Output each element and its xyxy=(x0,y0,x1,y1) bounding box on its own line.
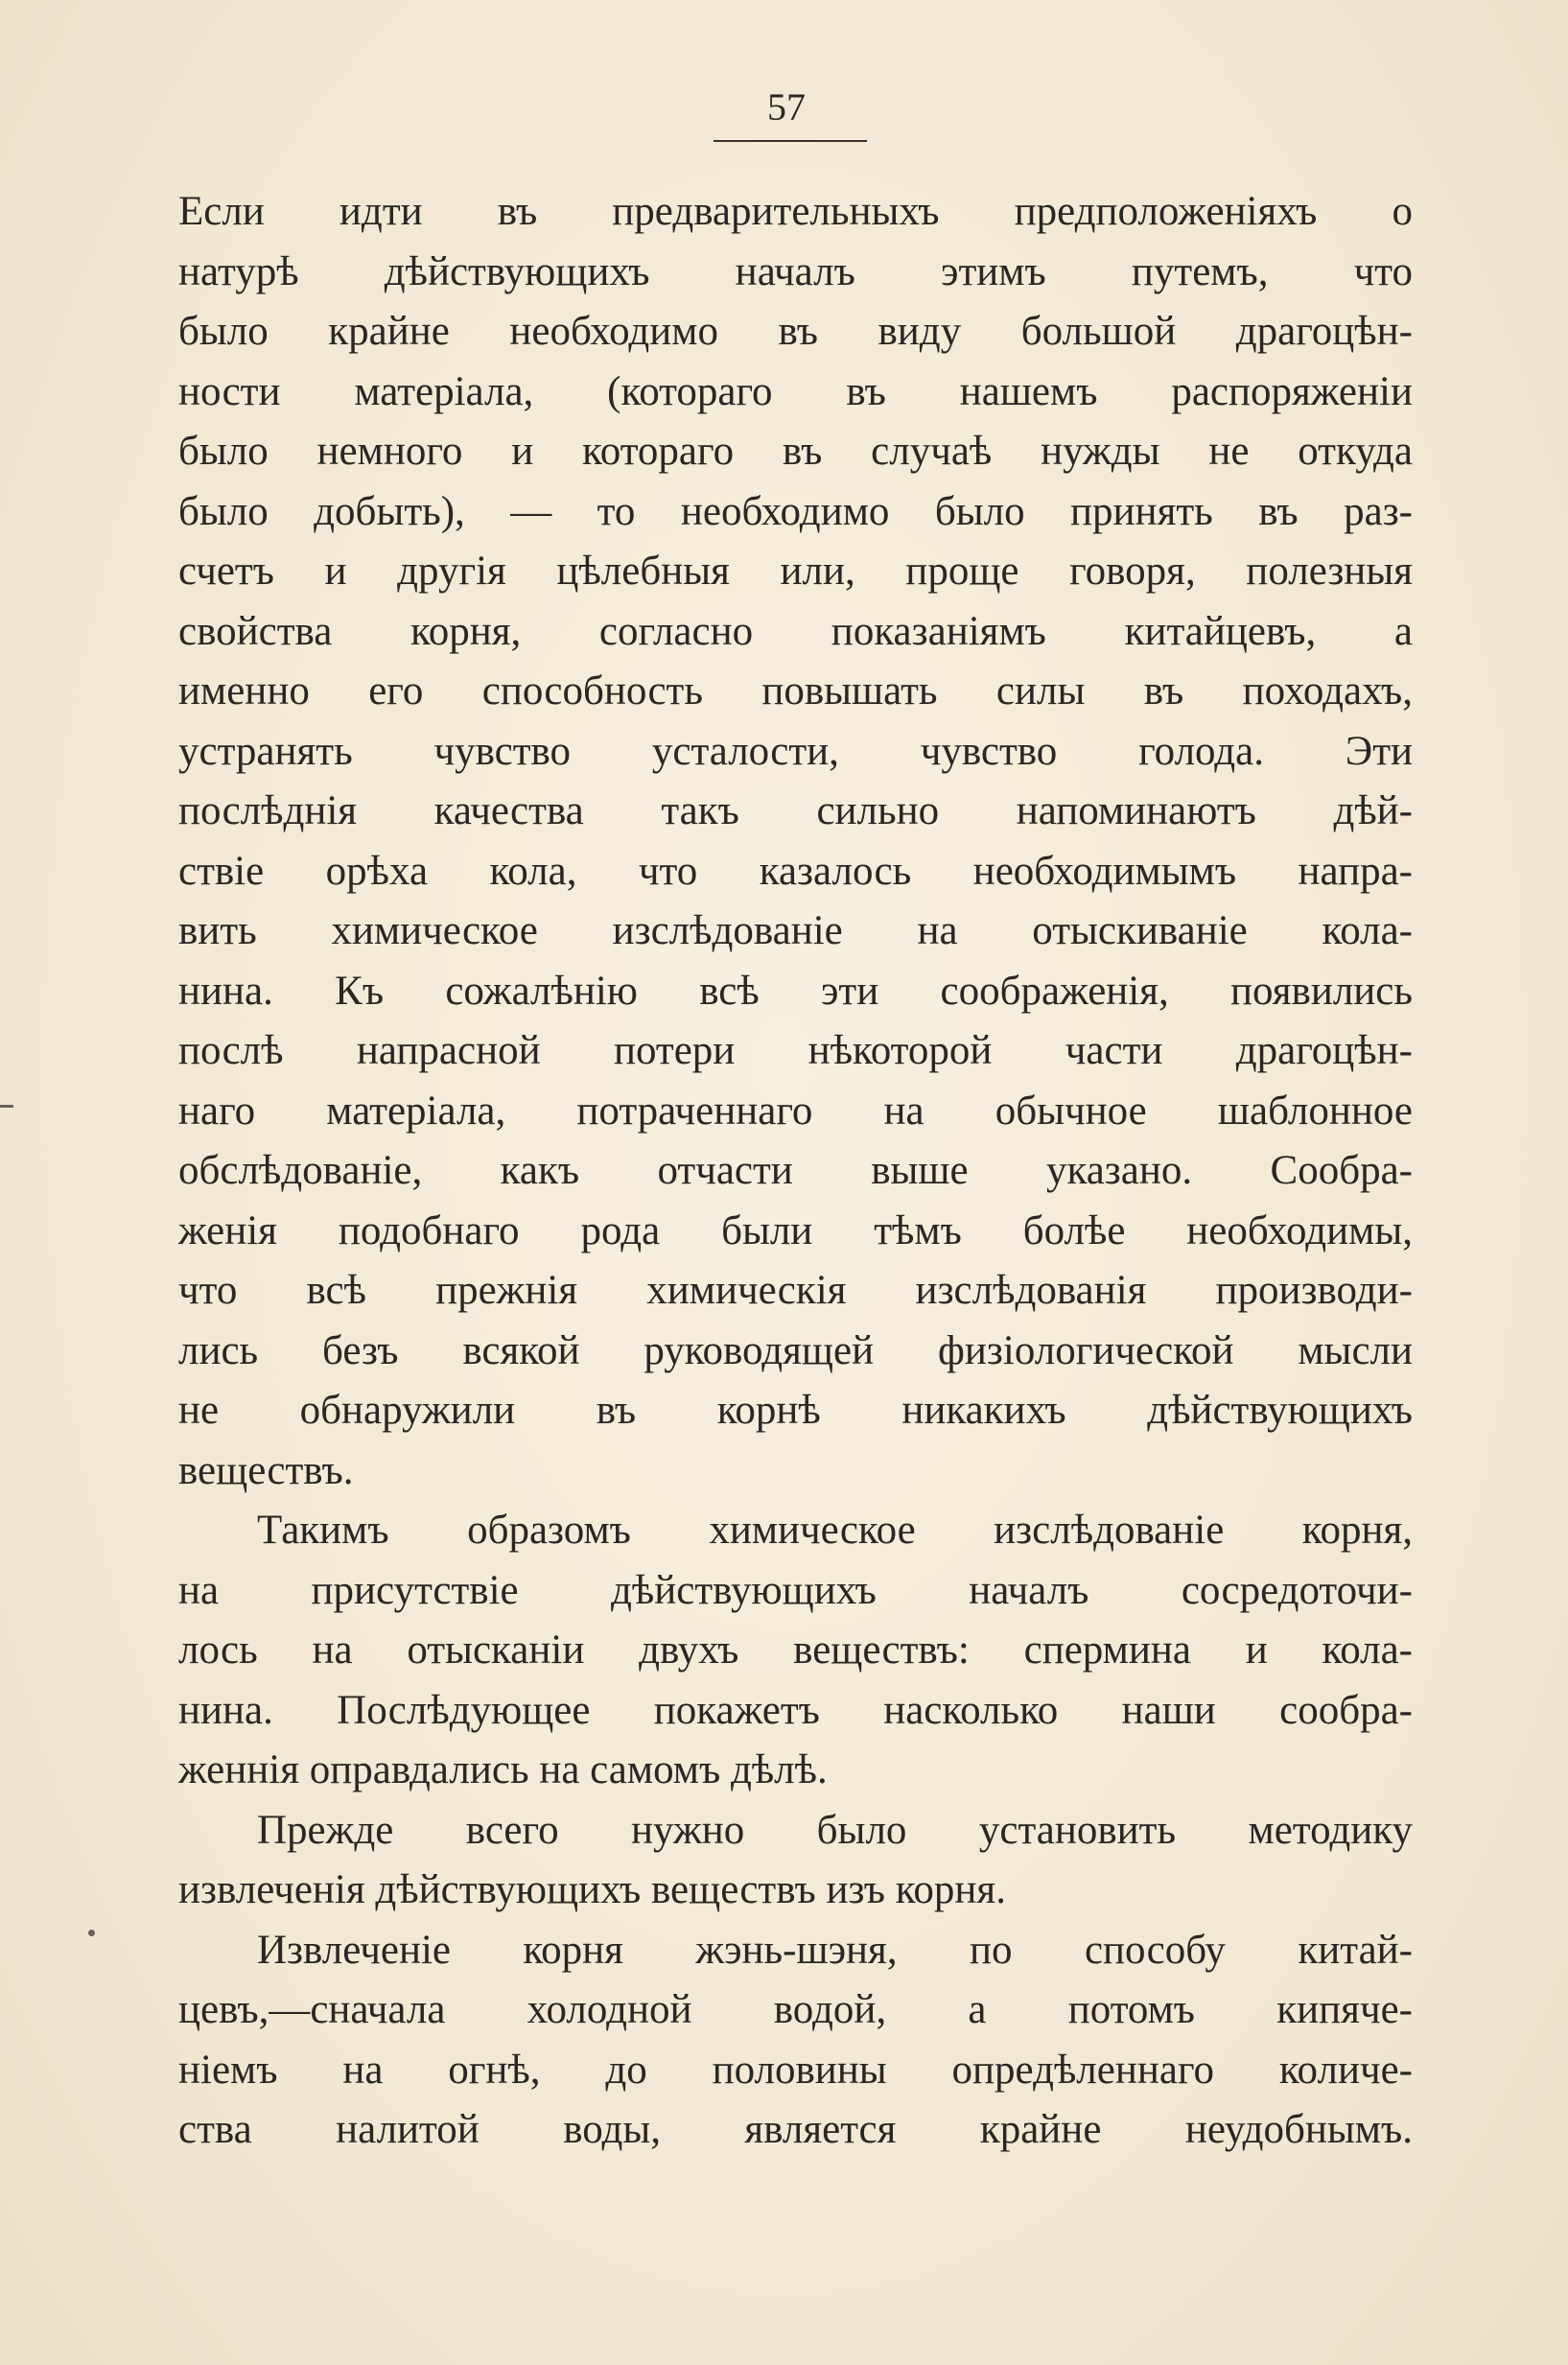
text-line: натурѣ дѣйствующихъ началъ этимъ путемъ, что xyxy=(178,248,1413,294)
text-line: свойства корня, согласно показаніямъ китайцевъ, а xyxy=(178,608,1413,654)
text-line: обслѣдованіе, какъ отчасти выше указано. Сообра- xyxy=(178,1148,1413,1193)
paragraph xyxy=(178,1921,1413,2161)
text-line: было немного и котораго въ случаѣ нужды не откуда xyxy=(178,429,1413,474)
text-line: нина. Къ сожалѣнію всѣ эти соображенія, появились xyxy=(178,968,1413,1014)
text-line: наго матеріала, потраченнаго на обычное шаблонное xyxy=(178,1088,1413,1134)
paragraph xyxy=(178,182,1413,1501)
text-line: вить химическое изслѣдованіе на отыскиваніе кола- xyxy=(178,908,1413,953)
text-line: цевъ,—сначала холодной водой, а потомъ кипяче- xyxy=(178,1987,1413,2032)
paragraph xyxy=(178,1501,1413,1801)
text-line: Если идти въ предварительныхъ предположеніяхъ о xyxy=(178,189,1413,234)
text-line: женнія оправдались на самомъ дѣлѣ. xyxy=(178,1747,828,1792)
page-number: 57 xyxy=(767,85,806,129)
text-line: послѣднія качества такъ сильно напоминаютъ дѣй- xyxy=(178,788,1413,833)
text-line: лись безъ всякой руководящей физіологической мысли xyxy=(178,1327,1413,1373)
text-line: ства налитой воды, является крайне неудобнымъ. xyxy=(178,2107,1413,2152)
text-line: именно его способность повышать силы въ походахъ, xyxy=(178,668,1413,714)
margin-mark xyxy=(0,1105,13,1108)
text-line: лось на отысканіи двухъ веществъ: спермина и кола- xyxy=(178,1627,1413,1673)
text-line: не обнаружили въ корнѣ никакихъ дѣйствующихъ xyxy=(178,1388,1413,1433)
page-number-rule xyxy=(714,140,867,142)
text-line: ніемъ на огнѣ, до половины опредѣленнаго количе- xyxy=(178,2047,1413,2093)
text-line: устранять чувство усталости, чувство голода. Эти xyxy=(178,728,1413,774)
text-line: послѣ напрасной потери нѣкоторой части драгоцѣн- xyxy=(178,1028,1413,1073)
text-line: ствіе орѣха кола, что казалось необходимымъ напра- xyxy=(178,848,1413,894)
text-line: счетъ и другія цѣлебныя или, проще говоря, полезныя xyxy=(178,549,1413,594)
text-line: Такимъ образомъ химическое изслѣдованіе корня, xyxy=(257,1508,1413,1553)
text-line: нина. Послѣдующее покажетъ насколько наши сообра- xyxy=(178,1687,1413,1733)
text-line: веществъ. xyxy=(178,1447,354,1493)
text-line: было добыть), — то необходимо было принять въ раз- xyxy=(178,488,1413,534)
paragraph xyxy=(178,1801,1413,1921)
text-line: женія подобнаго рода были тѣмъ болѣе необходимы, xyxy=(178,1207,1413,1253)
text-line: Прежде всего нужно было установить методику xyxy=(257,1807,1413,1853)
text-line: извлеченія дѣйствующихъ веществъ изъ корня. xyxy=(178,1867,1006,1912)
margin-dot xyxy=(88,1930,95,1936)
text-line: Извлеченіе корня жэнь-шэня, по способу китай- xyxy=(257,1927,1413,1973)
text-line: ности матеріала, (котораго въ нашемъ распоряженіи xyxy=(178,368,1413,414)
text-line: было крайне необходимо въ виду большой драгоцѣн- xyxy=(178,309,1413,354)
text-line: что всѣ прежнія химическія изслѣдованія производи- xyxy=(178,1268,1413,1313)
body-text xyxy=(178,182,1413,2161)
text-line: на присутствіе дѣйствующихъ началъ сосредоточи- xyxy=(178,1567,1413,1613)
